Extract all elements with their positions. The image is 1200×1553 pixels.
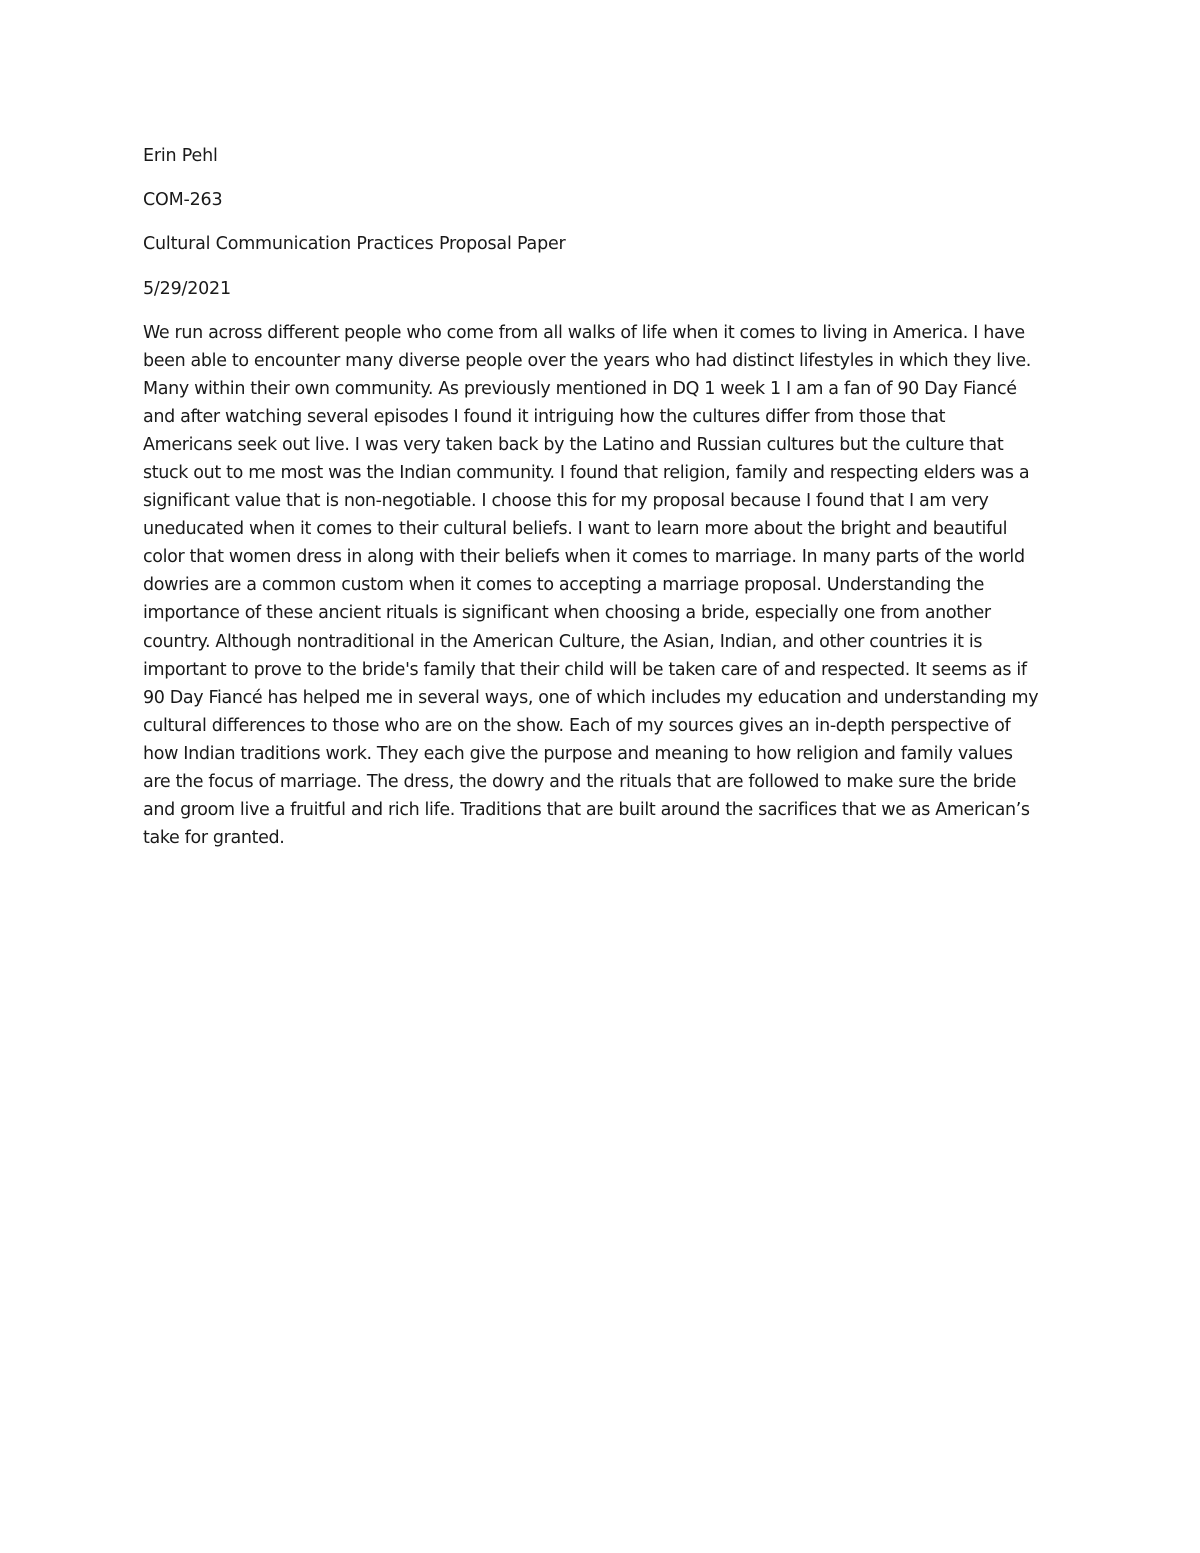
paper-date: 5/29/2021 [143, 279, 231, 299]
body-line: country. Although nontraditional in the American Culture, the Asian, Indian, and other countries it is [143, 631, 983, 652]
body-line: take for granted. [143, 827, 285, 848]
body-line: Many within their own community. As previously mentioned in DQ 1 week 1 I am a fan of 90 Day Fiancé [143, 379, 1017, 400]
body-line: important to prove to the bride's family that their child will be taken care of and respected. It seems as if [143, 659, 1027, 680]
body-line: significant value that is non-negotiable. I choose this for my proposal because I found that I am very [143, 491, 989, 512]
course-code: COM-263 [143, 190, 223, 210]
body-paragraph [143, 319, 1063, 852]
body-line: cultural differences to those who are on the show. Each of my sources gives an in-depth perspective of [143, 715, 1011, 736]
body-line: importance of these ancient rituals is significant when choosing a bride, especially one from another [143, 603, 991, 624]
body-line: are the focus of marriage. The dress, the dowry and the rituals that are followed to make sure the bride [143, 771, 1017, 792]
body-line: Americans seek out live. I was very taken back by the Latino and Russian cultures but the culture that [143, 435, 1004, 456]
paper-title: Cultural Communication Practices Proposal Paper [143, 234, 566, 254]
body-line: dowries are a common custom when it comes to accepting a marriage proposal. Understanding the [143, 575, 985, 596]
body-line: 90 Day Fiancé has helped me in several ways, one of which includes my education and understanding my [143, 687, 1039, 708]
body-line: been able to encounter many diverse people over the years who had distinct lifestyles in which they live. [143, 351, 1031, 372]
body-line: and after watching several episodes I found it intriguing how the cultures differ from those that [143, 407, 946, 428]
body-line: We run across different people who come from all walks of life when it comes to living in America. I have [143, 323, 1025, 343]
body-line: uneducated when it comes to their cultural beliefs. I want to learn more about the bright and beautiful [143, 519, 1008, 540]
body-line: how Indian traditions work. They each give the purpose and meaning to how religion and family values [143, 743, 1013, 764]
body-line: color that women dress in along with their beliefs when it comes to marriage. In many parts of the world [143, 547, 1025, 568]
body-line: stuck out to me most was the Indian community. I found that religion, family and respecting elders was a [143, 463, 1030, 484]
author-name: Erin Pehl [143, 146, 218, 166]
body-line: and groom live a fruitful and rich life. Traditions that are built around the sacrifices that we as American’s [143, 799, 1030, 820]
